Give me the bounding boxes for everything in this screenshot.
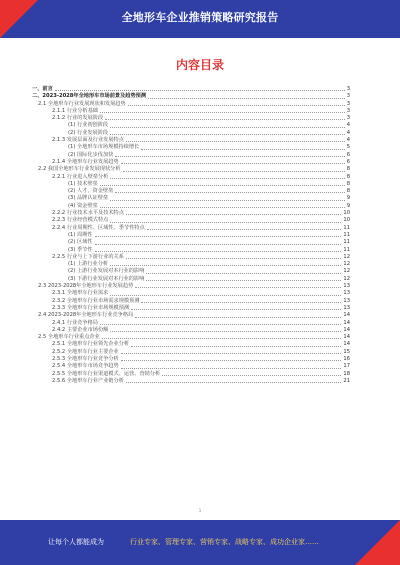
toc-entry[interactable]: [32, 122, 350, 129]
toc-entry-label: 2.5.1 全地形车行业领先企业分析: [52, 341, 130, 348]
toc-entry-page: 6: [346, 151, 350, 158]
toc-entry-label: 2.5 全地形车行业重点企业: [38, 334, 100, 341]
toc-leader-dots: [146, 273, 341, 274]
report-footer: [0, 520, 400, 565]
toc-leader-dots: [135, 287, 341, 288]
toc-entry[interactable]: [32, 239, 350, 246]
toc-entry-page: 5: [346, 144, 350, 151]
toc-entry-page: 4: [346, 137, 350, 144]
toc-entry[interactable]: [32, 152, 350, 159]
toc-entry-label: 2.4 2023-2028年全地形车行业竞争格局: [38, 312, 134, 319]
toc-entry-page: 13: [343, 290, 350, 297]
toc-entry-label: (2) 上游行业发展对本行业的影响: [68, 268, 145, 275]
toc-entry-page: 11: [343, 231, 350, 238]
toc-leader-dots: [147, 229, 342, 230]
toc-leader-dots: [135, 317, 341, 318]
toc-entry[interactable]: [32, 174, 350, 181]
toc-leader-dots: [146, 280, 341, 281]
page-number: 1: [198, 508, 202, 513]
toc-leader-dots: [110, 178, 344, 179]
toc-entry-page: 3: [346, 115, 350, 122]
toc-entry[interactable]: [32, 144, 350, 151]
toc-leader-dots: [115, 192, 344, 193]
toc-leader-dots: [141, 302, 341, 303]
footer-slogan: 让每个人都能成为: [48, 538, 104, 546]
toc-heading: 内容目录: [175, 58, 224, 72]
toc-entry[interactable]: [32, 225, 350, 232]
toc-leader-dots: [126, 258, 341, 259]
toc-leader-dots: [126, 214, 341, 215]
toc-entry-label: 2.1.2 行业的发展阶段: [52, 115, 104, 122]
toc-leader-dots: [131, 346, 341, 347]
toc-entry[interactable]: [32, 276, 350, 283]
toc-entry[interactable]: [32, 195, 350, 202]
toc-leader-dots: [123, 171, 345, 172]
toc-entry[interactable]: [32, 268, 350, 275]
toc-entry-label: 2.2.3 行业经营模式特点: [52, 217, 109, 224]
toc-entry-label: 2.3.1 全地形车行业需求: [52, 290, 109, 297]
toc-entry[interactable]: [32, 363, 350, 370]
toc-entry-page: 3: [346, 86, 350, 92]
toc-entry-label: 2.2 我国全地形车行业发展现状分析: [38, 166, 121, 173]
toc-entry[interactable]: [32, 298, 350, 305]
toc-entry-page: 11: [343, 246, 350, 253]
toc-leader-dots: [110, 200, 345, 201]
toc-entry-page: 10: [343, 217, 350, 224]
toc-entry-page: 14: [343, 319, 350, 326]
toc-leader-dots: [128, 105, 345, 106]
toc-leader-dots: [110, 295, 341, 296]
toc-leader-dots: [110, 134, 345, 135]
toc-entry[interactable]: [32, 312, 350, 319]
toc-entry-page: 8: [346, 180, 350, 187]
toc-entry-page: 14: [343, 341, 350, 348]
toc-entry-page: 4: [346, 122, 350, 129]
toc-leader-dots: [100, 112, 345, 113]
toc-entry-label: 2.4.1 行业竞争格局: [52, 319, 98, 326]
toc-entry-page: 18: [343, 370, 350, 377]
toc-entry-page: 11: [343, 224, 350, 231]
toc-entry-page: 21: [343, 377, 350, 384]
toc-leader-dots: [95, 236, 342, 237]
toc-entry-label: 二、2023-2028年全地形车市场前景及趋势预测: [32, 93, 147, 100]
toc-entry[interactable]: [32, 320, 350, 327]
toc-entry[interactable]: [32, 290, 350, 297]
toc-entry-label: (4) 资金壁垒: [68, 202, 98, 209]
toc-entry-page: 3: [346, 107, 350, 114]
toc-entry-page: 12: [343, 261, 350, 268]
toc-leader-dots: [121, 353, 342, 354]
toc-entry-page: 14: [343, 312, 350, 319]
toc-entry-label: 2.3.3 全地形车行业市场规模预测: [52, 304, 130, 311]
toc-entry-page: 9: [346, 202, 350, 209]
toc-entry-label: 2.2.1 行业进入壁垒分析: [52, 173, 109, 180]
toc-entry-label: (2) 人才、资金壁垒: [68, 188, 114, 195]
toc-entry-label: (1) 行业初创阶段: [68, 122, 109, 129]
toc-entry-page: 8: [346, 173, 350, 180]
toc-leader-dots: [110, 265, 341, 266]
toc-entry[interactable]: [32, 130, 350, 137]
toc-entry-page: 16: [343, 355, 350, 362]
toc-entry[interactable]: [32, 247, 350, 254]
toc-entry[interactable]: [32, 341, 350, 348]
toc-entry-label: (3) 品牌认证壁垒: [68, 195, 109, 202]
toc-leader-dots: [95, 244, 342, 245]
toc-leader-dots: [162, 375, 341, 376]
footer-red-accent: [355, 520, 400, 565]
toc-leader-dots: [126, 382, 341, 383]
toc-entry-label: 2.4.2 主要企业市场份额: [52, 326, 109, 333]
toc-entry-page: 12: [343, 253, 350, 260]
toc-leader-dots: [121, 360, 342, 361]
toc-entry-label: (3) 下游行业发展对本行业的影响: [68, 275, 145, 282]
toc-leader-dots: [55, 90, 345, 91]
toc-entry-label: 2.2.5 行业与上下游行业的关系: [52, 253, 124, 260]
toc-leader-dots: [121, 163, 345, 164]
toc-leader-dots: [105, 119, 345, 120]
toc-leader-dots: [110, 331, 341, 332]
toc-entry-label: 2.5.2 全地形车行业主要企业: [52, 348, 119, 355]
toc-entry-label: 2.5.5 全地形车行业渠道模式、运营、营销分析: [52, 370, 161, 377]
toc-entry-page: 3: [346, 100, 350, 107]
toc-entry-page: 3: [346, 93, 350, 100]
toc-leader-dots: [126, 141, 345, 142]
toc-entry-page: 9: [346, 195, 350, 202]
toc-entry-page: 13: [343, 283, 350, 290]
toc-entry-label: 2.2.2 行业技术水平及技术特点: [52, 210, 124, 217]
toc-entry-label: (1) 上游行业分析: [68, 261, 109, 268]
toc-entry-label: 2.1.3 发展层面及行业发展特点: [52, 137, 124, 144]
toc-entry-page: 8: [346, 188, 350, 195]
toc-entry[interactable]: [32, 327, 350, 334]
toc-entry-label: (1) 技术壁垒: [68, 180, 98, 187]
toc-entry-label: 2.2.4 行业周期性、区域性、季节性特点: [52, 224, 145, 231]
toc-entry[interactable]: [32, 101, 350, 108]
toc-entry-page: 14: [343, 334, 350, 341]
report-title: 全地形车企业推销策略研究报告: [121, 11, 279, 24]
toc-entry-label: (1) 全地形车市场规模持续增长: [68, 144, 140, 151]
toc-entry-label: 2.3 2023-2028年全地形车行业发展趋势: [38, 283, 134, 290]
toc-entry-label: 一、前言: [32, 86, 53, 92]
toc-entry-page: 13: [343, 304, 350, 311]
toc-entry-page: 10: [343, 210, 350, 217]
toc-entry-label: (3) 季节性: [68, 246, 93, 253]
toc-leader-dots: [148, 98, 345, 99]
toc-entry-label: 2.1 全地形车行业发展现状和发展趋势: [38, 100, 126, 107]
toc-entry-page: 12: [343, 268, 350, 275]
toc-entry-page: 11: [343, 239, 350, 246]
toc-entry-page: 12: [343, 275, 350, 282]
toc-entry[interactable]: [32, 378, 350, 385]
toc-entry-label: 2.1.4 全地形车行业发展趋势: [52, 158, 119, 165]
toc-entry-label: (2) 国际化步伐加快: [68, 151, 114, 158]
toc-leader-dots: [121, 368, 342, 369]
toc-entry[interactable]: [32, 371, 350, 378]
toc-entry-label: 2.1.1 行业分析基础: [52, 107, 98, 114]
toc-leader-dots: [100, 324, 341, 325]
toc-leader-dots: [110, 222, 341, 223]
toc-entry[interactable]: [32, 203, 350, 210]
toc-leader-dots: [131, 309, 341, 310]
toc-entry[interactable]: [32, 349, 350, 356]
toc-entry-page: 15: [343, 348, 350, 355]
toc-leader-dots: [100, 185, 345, 186]
toc-leader-dots: [102, 338, 342, 339]
toc-entry-label: (1) 周期性: [68, 231, 93, 238]
toc-entry-page: 14: [343, 326, 350, 333]
toc-entry[interactable]: [32, 166, 350, 173]
toc-entry-page: 4: [346, 129, 350, 136]
toc-entry-label: (2) 行业发展阶段: [68, 129, 109, 136]
toc-leader-dots: [110, 127, 345, 128]
toc-entry-label: 2.5.6 全地形车行业产业链分析: [52, 377, 124, 384]
toc-entry-label: 2.5.4 全地形车市场竞争趋势: [52, 363, 119, 370]
toc-leader-dots: [100, 207, 345, 208]
footer-roles: 行业专家、管理专家、营销专家、战略专家、成功企业家……: [130, 538, 319, 546]
toc-entry-page: 8: [346, 166, 350, 173]
toc-entry-page: 17: [343, 363, 350, 370]
report-header: [0, 0, 400, 38]
toc-entry-page: 6: [346, 158, 350, 165]
toc-entry[interactable]: [32, 93, 350, 100]
table-of-contents: [32, 86, 350, 385]
toc-entry[interactable]: [32, 217, 350, 224]
toc-entry-label: (2) 区域性: [68, 239, 93, 246]
toc-leader-dots: [141, 149, 344, 150]
toc-entry-label: 2.5.3 全地形车行业竞争分析: [52, 355, 119, 362]
toc-leader-dots: [115, 156, 344, 157]
toc-entry-page: 13: [343, 297, 350, 304]
toc-entry-label: 2.3.2 全地形车行业市场需求规模预测: [52, 297, 140, 304]
toc-leader-dots: [95, 251, 342, 252]
